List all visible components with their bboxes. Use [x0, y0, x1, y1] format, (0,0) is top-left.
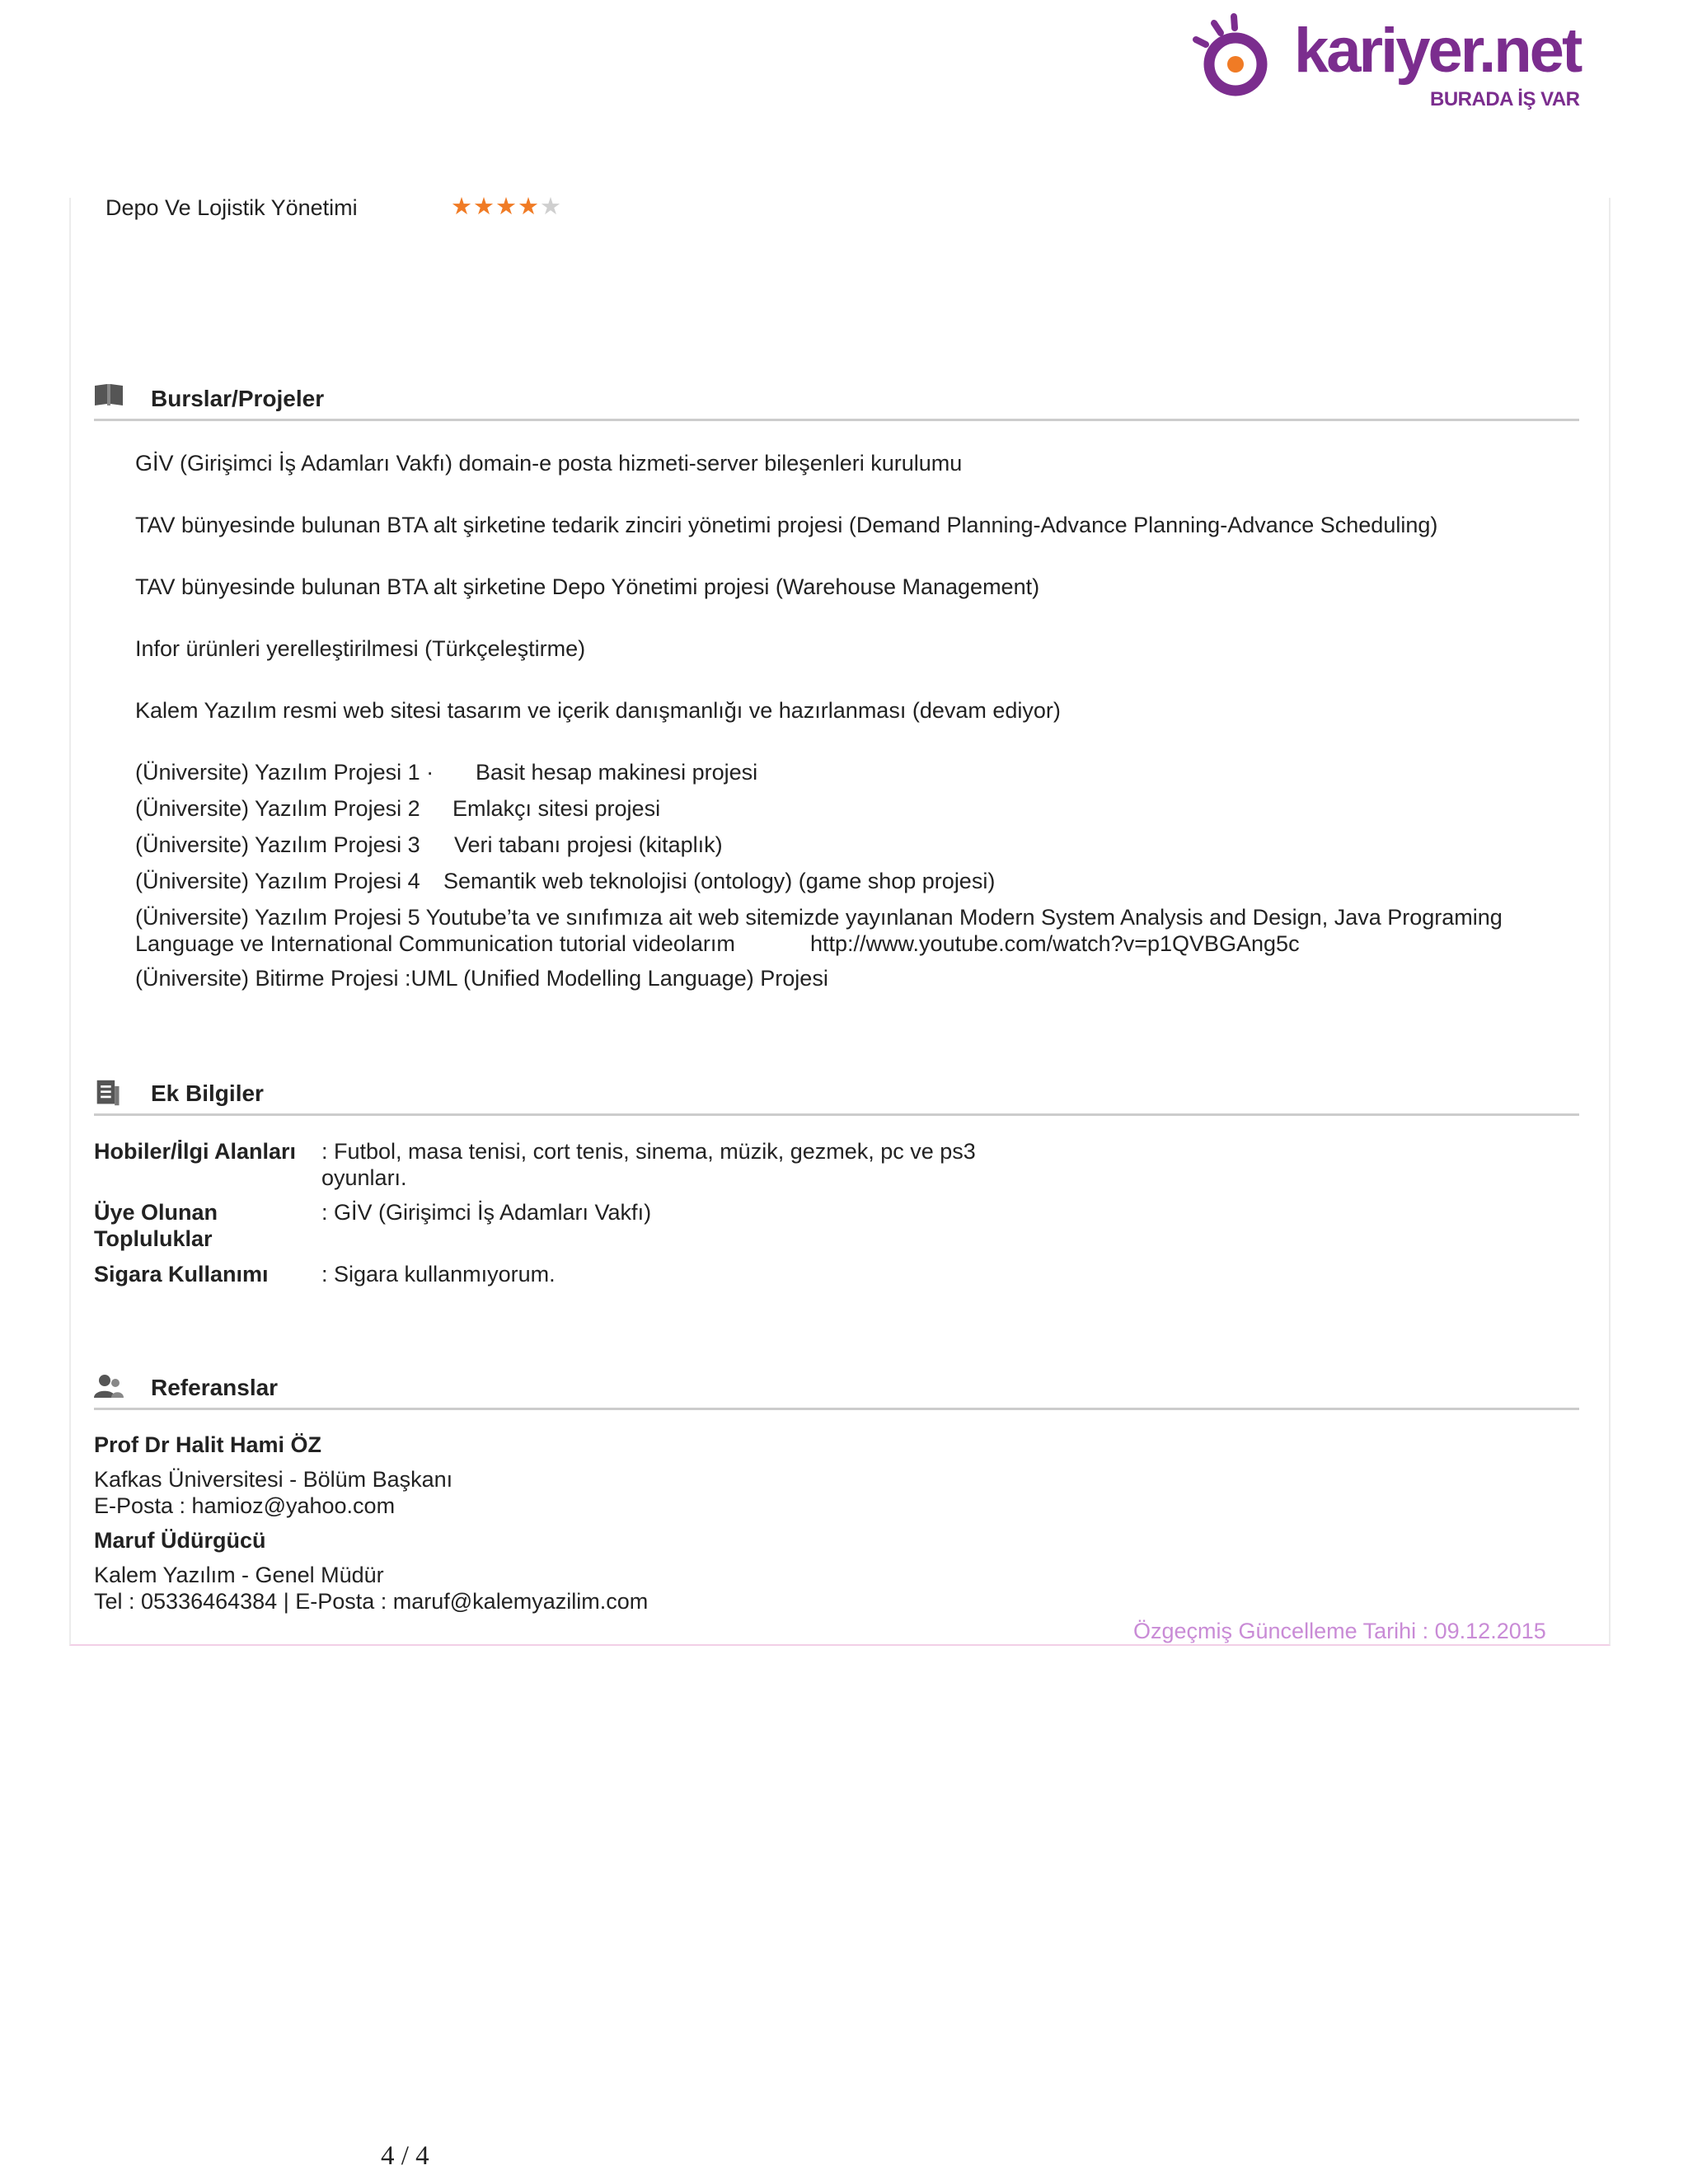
section-divider [94, 1113, 1579, 1116]
extra-value-communities: : GİV (Girişimci İş Adamları Vakfı) [321, 1200, 652, 1225]
section-divider [94, 1408, 1579, 1410]
star-filled-icon: ★ [518, 194, 539, 220]
star-filled-icon: ★ [473, 194, 495, 220]
reference-position: Kalem Yazılım - Genel Müdür [94, 1563, 384, 1587]
project-item: Kalem Yazılım resmi web sitesi tasarım ve içerik danışmanlığı ve hazırlanması (devam ediyor) [135, 698, 1061, 723]
skill-rating [451, 194, 561, 219]
university-project-text: Veri tabanı projesi (kitaplık) [454, 832, 723, 857]
reference-position: Kafkas Üniversitesi - Bölüm Başkanı [94, 1467, 453, 1492]
section-title-references: Referanslar [151, 1375, 279, 1400]
reference-name: Prof Dr Halit Hami ÖZ [94, 1432, 322, 1457]
university-project-text: Emlakçı sitesi projesi [452, 796, 661, 821]
people-icon [93, 1373, 124, 1401]
logo-eye-icon [1183, 7, 1298, 114]
university-project-label: (Üniversite) Yazılım Projesi 2 [135, 796, 420, 821]
university-project-text: Basit hesap makinesi projesi [476, 760, 758, 785]
section-divider [94, 419, 1579, 421]
university-project-text: Semantik web teknolojisi (ontology) (game shop projesi) [443, 869, 996, 893]
section-title-projects: Burslar/Projeler [151, 386, 325, 411]
star-filled-icon: ★ [451, 194, 472, 220]
extra-label-hobbies: Hobiler/İlgi Alanları [94, 1139, 297, 1164]
logo-tagline: BURADA İŞ VAR [1430, 88, 1580, 110]
graduation-project: (Üniversite) Bitirme Projesi :UML (Unified Modelling Language) Projesi [135, 966, 828, 991]
extra-label-smoking: Sigara Kullanımı [94, 1262, 269, 1286]
extra-label-communities: Üye Olunan Topluluklar [94, 1200, 218, 1251]
university-project-5-link[interactable]: http://www.youtube.com/watch?v=p1QVBGAng5c [810, 931, 1300, 956]
document-icon [93, 1079, 124, 1107]
resume-updated-date: Özgeçmiş Güncelleme Tarihi : 09.12.2015 [1133, 1619, 1546, 1643]
project-item: Infor ürünleri yerelleştirilmesi (Türkçeleştirme) [135, 636, 586, 661]
project-item: TAV bünyesinde bulunan BTA alt şirketine Depo Yönetimi projesi (Warehouse Management) [135, 574, 1040, 599]
logo-wordmark: kariyer.net [1294, 16, 1581, 86]
star-empty-icon: ★ [540, 194, 561, 220]
reference-name: Maruf Üdürgücü [94, 1528, 266, 1553]
university-project-label: (Üniversite) Yazılım Projesi 4 [135, 869, 420, 893]
university-project-label: (Üniversite) Yazılım Projesi 1 · [135, 760, 434, 785]
university-project-label: (Üniversite) Yazılım Projesi 3 [135, 832, 420, 857]
university-project-5-line2: Language ve International Communication tutorial videolarım [135, 931, 735, 956]
reference-contact: E-Posta : hamioz@yahoo.com [94, 1493, 396, 1518]
project-item: TAV bünyesinde bulunan BTA alt şirketine tedarik zinciri yönetimi projesi (Demand Planning-Advance Planning-Advance Scheduling) [135, 513, 1438, 537]
extra-value-smoking: : Sigara kullanmıyorum. [321, 1262, 556, 1286]
page-number: 4 / 4 [381, 2141, 429, 2171]
university-project-5-line1: (Üniversite) Yazılım Projesi 5 Youtube’ta ve sınıfımıza ait web sitemizde yayınlanan Modern System Analysis and Design, Java Programing [135, 905, 1503, 930]
star-filled-icon: ★ [495, 194, 517, 220]
reference-contact: Tel : 05336464384 | E-Posta : maruf@kalemyazilim.com [94, 1589, 649, 1614]
book-icon [93, 382, 124, 410]
extra-value-hobbies: : Futbol, masa tenisi, cort tenis, sinema, müzik, gezmek, pc ve ps3 oyunları. [321, 1139, 976, 1190]
kariyer-logo [1183, 7, 1587, 114]
section-title-extra: Ek Bilgiler [151, 1080, 264, 1106]
skill-name: Depo Ve Lojistik Yönetimi [106, 195, 358, 220]
project-item: GİV (Girişimci İş Adamları Vakfı) domain-e posta hizmeti-server bileşenleri kurulumu [135, 451, 963, 476]
